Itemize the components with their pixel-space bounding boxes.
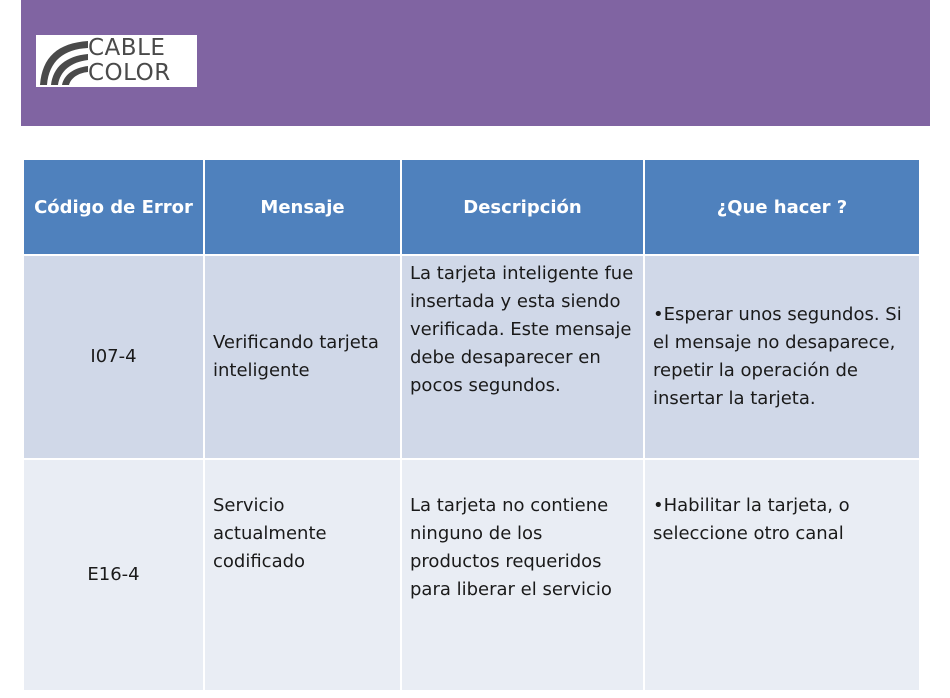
message-cell: Servicio actualmente codificado xyxy=(204,459,401,691)
description-cell: La tarjeta no contiene ninguno de los productos requeridos para liberar el servicio xyxy=(401,459,644,691)
cable-color-logo xyxy=(36,35,197,87)
column-header-description: Descripción xyxy=(401,159,644,255)
table-row xyxy=(23,255,920,459)
table-row xyxy=(23,459,920,691)
error-codes-table xyxy=(22,158,921,692)
logo-line-2: COLOR xyxy=(88,60,171,86)
error-code-cell: I07-4 xyxy=(23,255,204,459)
description-cell: La tarjeta inteligente fue insertada y esta siendo verificada. Este mensaje debe desaparecer en pocos segundos. xyxy=(401,255,644,459)
action-cell: •Esperar unos segundos. Si el mensaje no desaparece, repetir la operación de insertar la tarjeta. xyxy=(644,255,920,459)
cable-color-swoosh-icon xyxy=(36,35,88,87)
column-header-code: Código de Error xyxy=(23,159,204,255)
message-cell: Verificando tarjeta inteligente xyxy=(204,255,401,459)
column-header-action: ¿Que hacer ? xyxy=(644,159,920,255)
logo-wordmark xyxy=(88,36,171,86)
table-header-row xyxy=(23,159,920,255)
action-cell: •Habilitar la tarjeta, o seleccione otro canal xyxy=(644,459,920,691)
error-code-cell: E16-4 xyxy=(23,459,204,691)
column-header-message: Mensaje xyxy=(204,159,401,255)
logo-line-1: CABLE xyxy=(88,35,166,61)
